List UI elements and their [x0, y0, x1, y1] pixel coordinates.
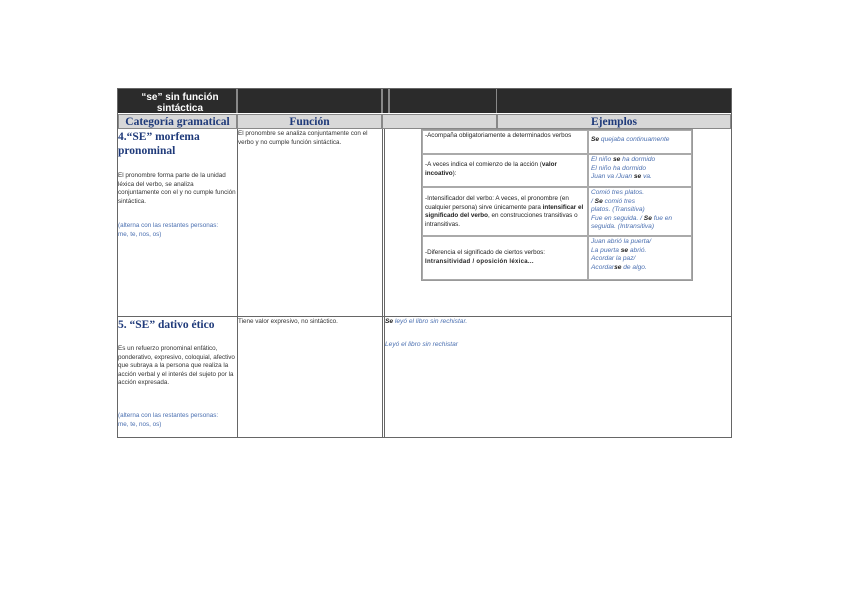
se-word: se — [614, 263, 622, 271]
title-divider — [236, 89, 238, 113]
se-word: Se — [643, 214, 652, 222]
se-word: se — [620, 246, 629, 254]
row4-funcion: El pronombre se analiza conjuntamente con el verbo y no cumple función sintáctica. — [238, 130, 368, 146]
row5-description: Es un refuerzo pronominal enfático, ponderativo, expresivo, coloquial, afectivo que subraya a la persona que realiza la acción verbal y el interés del sujeto por la acción expresada. — [118, 345, 235, 386]
inner-cell-text — [422, 236, 588, 280]
se-word: Se — [594, 197, 603, 205]
inner-cell-example — [588, 130, 692, 154]
inner-cell-example — [588, 187, 692, 236]
example-text: va. — [641, 173, 652, 180]
se-word: Se — [591, 136, 600, 143]
se-word: Se — [385, 318, 394, 325]
column-divider — [237, 129, 238, 438]
example-text: quejaba continuamente — [599, 136, 670, 143]
inner-text: , en construcciones transitivas o intransitivas. — [425, 212, 578, 228]
se-word: se — [613, 156, 621, 163]
example-text: seguida. (Intransitiva) — [591, 223, 655, 230]
inner-cell-example — [588, 236, 692, 280]
example-text: El niño — [591, 156, 613, 163]
example-text: abrió. — [628, 246, 647, 254]
inner-cell-example — [588, 154, 692, 187]
example-text: Juan abrió la puerta/ — [591, 238, 652, 245]
row4-heading: 4.“SE” morfema pronominal — [118, 131, 200, 157]
row5-example-2: Leyó el libro sin rechistar — [385, 341, 458, 348]
example-text: comió tres — [602, 197, 635, 205]
inner-cell-text — [422, 130, 588, 154]
inner-bold: valor incoativo — [425, 161, 557, 177]
row5-heading: 5. “SE” dativo ético — [118, 319, 215, 331]
header-categoria: Categoría gramatical — [118, 114, 237, 129]
row4-description: El pronombre forma parte de la unidad léxica del verbo, se analiza conjuntamente con el y no cumple función sintáctica. — [118, 172, 236, 205]
header-ejemplos: Ejemplos — [497, 114, 731, 129]
se-word: se — [633, 173, 642, 180]
inner-cell-text — [422, 154, 588, 187]
example-text: fue en — [651, 214, 673, 222]
row5-funcion: Tiene valor expresivo, no sintáctico. — [238, 318, 338, 325]
row5-example-1 — [385, 318, 685, 327]
header-blank — [382, 114, 497, 129]
table-title: “se” sin función sintáctica — [141, 92, 219, 114]
inner-text: -A veces indica el comienzo de la acción ( — [425, 161, 542, 168]
example-text: Comió tres platos. — [591, 189, 645, 196]
header-funcion: Función — [237, 114, 382, 129]
title-divider — [388, 89, 390, 113]
example-text: platos. (Transitiva) — [591, 206, 645, 213]
example-text: Fue en seguida. / — [591, 214, 644, 222]
example-text: Acordar la paz/ — [591, 255, 636, 262]
example-text: La puerta — [591, 246, 621, 254]
example-text: Acordar — [591, 263, 615, 271]
inner-text: ): — [452, 169, 457, 177]
example-text: de algo. — [621, 263, 647, 271]
inner-bold: Intransitividad / oposición léxica... — [425, 258, 534, 265]
example-text: ha dormido — [620, 156, 656, 163]
column-divider — [382, 129, 383, 438]
row4-note: (alterna con las restantes personas: me, te, nos, os) — [118, 222, 219, 238]
example-text: El niño ha dormido — [591, 164, 646, 172]
row5-note: (alterna con las restantes personas: me, te, nos, os) — [118, 412, 219, 428]
example-text: / — [591, 197, 595, 205]
row-divider — [117, 316, 732, 317]
inner-text: -Acompaña obligatoriamente a determinados verbos — [425, 132, 572, 139]
example-text: Juan va /Juan — [591, 173, 634, 180]
title-divider — [381, 89, 383, 113]
inner-text: -Diferencia el significado de ciertos verbos: — [425, 249, 546, 256]
title-divider — [496, 89, 497, 113]
inner-bold: intensificar el significado del verbo — [425, 203, 584, 219]
example-text: leyó el libro sin rechistar. — [393, 318, 468, 325]
inner-text: -Intensificador del verbo: A veces, el pronombre (en cualquier persona) sirve únicamente para — [425, 195, 569, 211]
column-divider — [384, 129, 385, 438]
inner-cell-text — [422, 187, 588, 236]
